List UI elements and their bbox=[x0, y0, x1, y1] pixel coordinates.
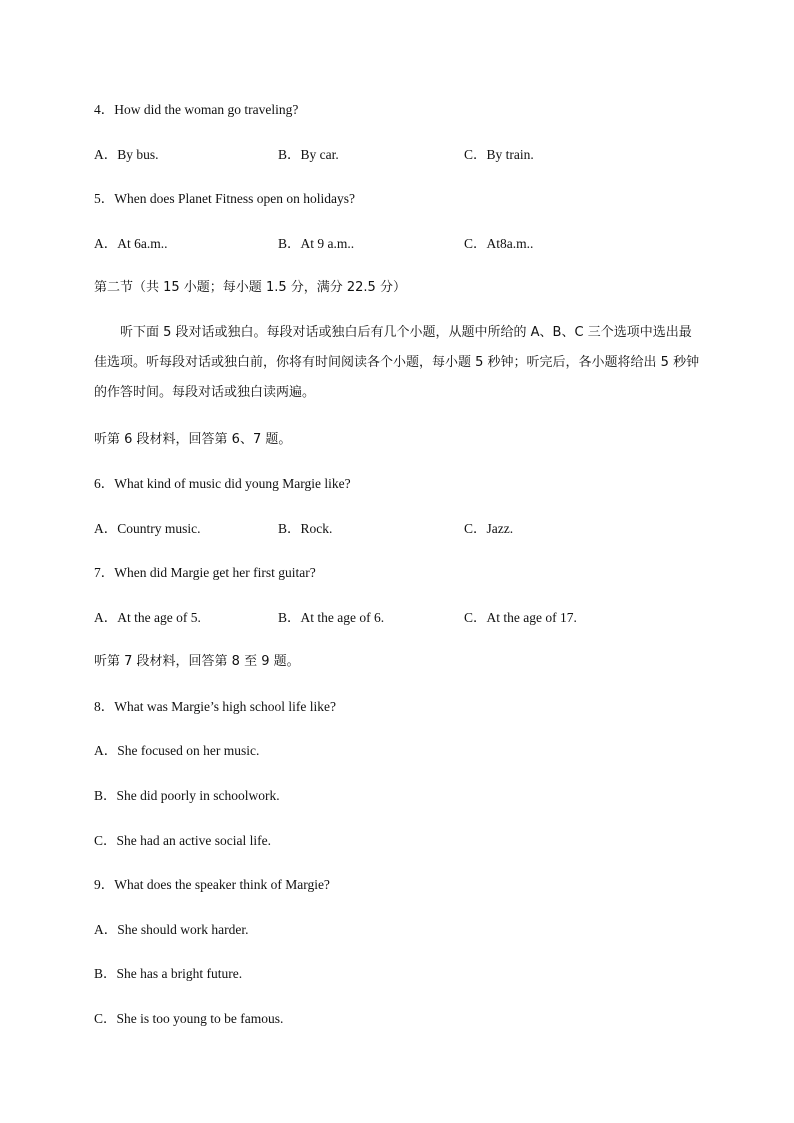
question-9-option-c: C．She is too young to be famous. bbox=[94, 1011, 284, 1026]
question-9-option-b: B．She has a bright future. bbox=[94, 966, 243, 981]
question-6-option-b: B．Rock. bbox=[278, 521, 333, 536]
question-5-option-c: C．At8a.m.. bbox=[464, 236, 534, 251]
question-4-option-a: A．By bus. bbox=[94, 147, 159, 162]
question-9-stem: 9．What does the speaker think of Margie? bbox=[94, 877, 330, 892]
question-4-option-c: C．By train. bbox=[464, 147, 534, 162]
question-5-option-b: B．At 9 a.m.. bbox=[278, 236, 355, 251]
material-6-label: 听第 6 段材料，回答第 6、7 题。 bbox=[94, 432, 292, 447]
material-7-label: 听第 7 段材料，回答第 8 至 9 题。 bbox=[94, 654, 300, 669]
question-8-option-a: A．She focused on her music. bbox=[94, 743, 260, 758]
question-7-stem: 7．When did Margie get her first guitar? bbox=[94, 565, 316, 580]
question-7-option-b: B．At the age of 6. bbox=[278, 610, 385, 625]
question-5-stem: 5．When does Planet Fitness open on holidays? bbox=[94, 191, 355, 206]
question-6-option-c: C．Jazz. bbox=[464, 521, 514, 536]
question-6-option-a: A．Country music. bbox=[94, 521, 201, 536]
section-2-heading: 第二节（共 15 小题；每小题 1.5 分，满分 22.5 分） bbox=[94, 280, 406, 295]
question-5-option-a: A．At 6a.m.. bbox=[94, 236, 168, 251]
question-9-option-a: A．She should work harder. bbox=[94, 922, 249, 937]
question-6-stem: 6．What kind of music did young Margie like? bbox=[94, 476, 351, 491]
question-4-option-b: B．By car. bbox=[278, 147, 339, 162]
question-7-option-c: C．At the age of 17. bbox=[464, 610, 577, 625]
question-7-option-a: A．At the age of 5. bbox=[94, 610, 201, 625]
question-8-option-b: B．She did poorly in schoolwork. bbox=[94, 788, 280, 803]
question-8-option-c: C．She had an active social life. bbox=[94, 833, 271, 848]
question-8-stem: 8．What was Margie’s high school life like? bbox=[94, 699, 336, 714]
question-4-stem: 4．How did the woman go traveling? bbox=[94, 102, 299, 117]
section-2-instructions: 听下面 5 段对话或独白。每段对话或独白后有几个小题，从题中所给的 A、B、C 三个选项中选出最佳选项。听每段对话或独白前，你将有时间阅读各个小题，每小题 5 秒钟；听完后，各小题将给出 5 秒钟的作答时间。每段对话或独白读两遍。 bbox=[94, 325, 700, 400]
